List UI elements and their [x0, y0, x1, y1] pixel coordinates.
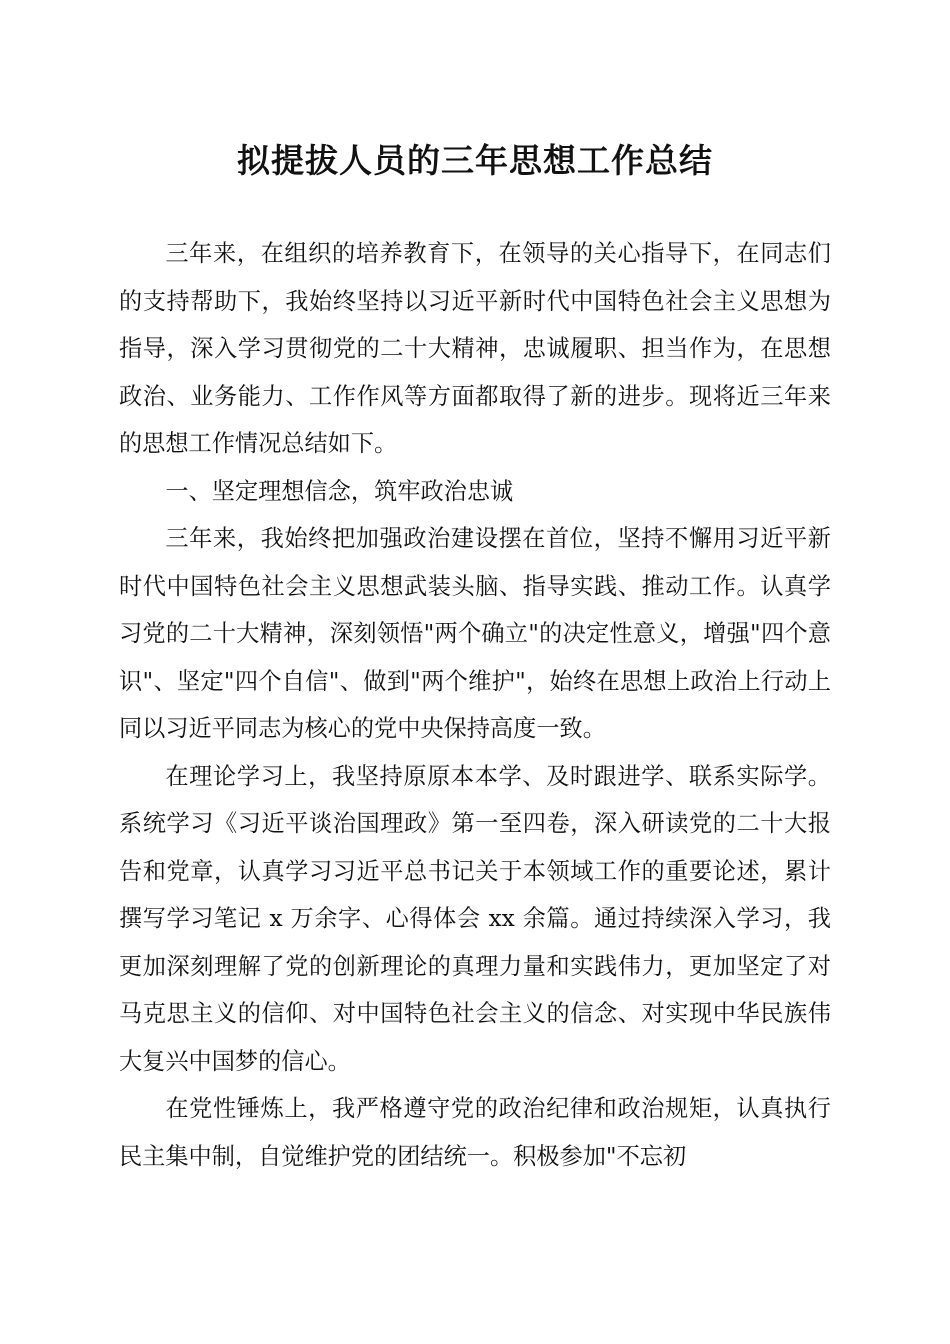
body-paragraph: 三年来，我始终把加强政治建设摆在首位，坚持不懈用习近平新时代中国特色社会主义思想武装头脑、指导实践、推动工作。认真学习党的二十大精神，深刻领悟"两个确立"的决定性意义，增强"四个意识"、坚定"四个自信"、做到"两个维护"，始终在思想上政治上行动上同以习近平同志为核心的党中央保持高度一致。 [119, 525, 831, 742]
document-title: 拟提拔人员的三年思想工作总结 [237, 141, 713, 180]
section-heading: 一、坚定理想信念，筑牢政治忠诚 [165, 477, 514, 505]
body-paragraph: 在党性锤炼上，我严格遵守党的政治纪律和政治规矩，认真执行民主集中制，自觉维护党的团结统一。积极参加"不忘初 [119, 1095, 831, 1170]
body-paragraph: 在理论学习上，我坚持原原本本学、及时跟进学、联系实际学。系统学习《习近平谈治国理政》第一至四卷，深入研读党的二十大报告和党章，认真学习习近平总书记关于本领域工作的重要论述，累计撰写学习笔记 x 万余字、心得体会 xx 余篇。通过持续深入学习，我更加深刻理解了党的创新理论的真理力量和实践伟力，更加坚定了对马克思主义的信仰、对中国特色社会主义的信念、对实现中华民族伟大复兴中国梦的信心。 [119, 762, 831, 1075]
document-body [119, 230, 831, 1180]
intro-paragraph: 三年来，在组织的培养教育下，在领导的关心指导下，在同志们的支持帮助下，我始终坚持以习近平新时代中国特色社会主义思想为指导，深入学习贯彻党的二十大精神，忠诚履职、担当作为，在思想政治、业务能力、工作作风等方面都取得了新的进步。现将近三年来的思想工作情况总结如下。 [119, 240, 831, 457]
